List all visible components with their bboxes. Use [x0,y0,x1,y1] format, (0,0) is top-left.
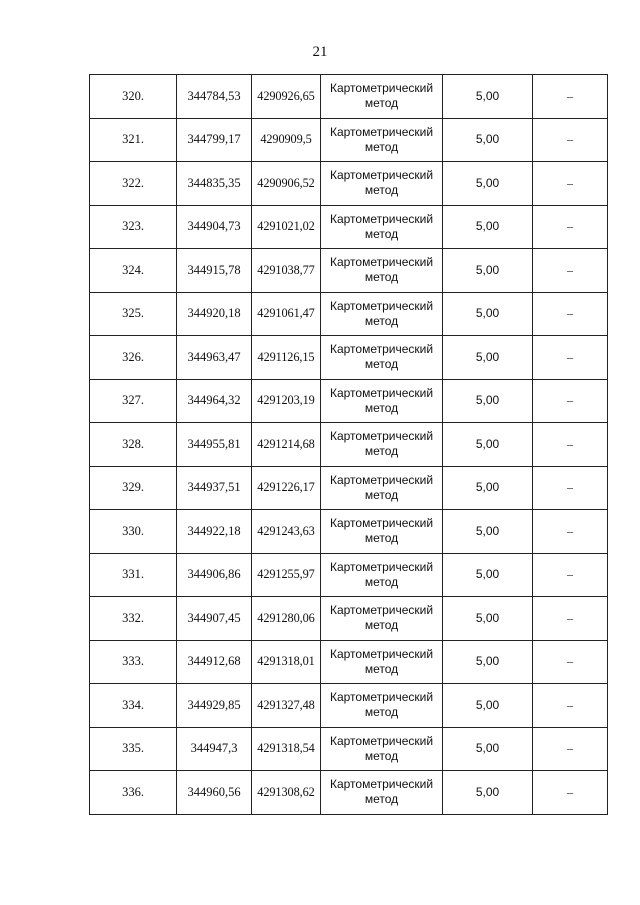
method-line-1: Картометрический [329,342,434,357]
point-number-cell: 327. [90,379,177,423]
y-coordinate-cell: 4291280,06 [252,597,321,641]
method-cell [321,292,443,336]
table-row [90,75,608,119]
point-number-cell: 334. [90,684,177,728]
x-coordinate-cell: 344964,32 [177,379,252,423]
x-coordinate-cell: 344929,85 [177,684,252,728]
y-coordinate-cell: 4291021,02 [252,205,321,249]
x-coordinate-cell: 344784,53 [177,75,252,119]
method-line-1: Картометрический [329,777,434,792]
method-line-2: метод [364,357,399,372]
point-number-cell: 330. [90,510,177,554]
table-row [90,292,608,336]
point-number-cell: 324. [90,249,177,293]
x-coordinate-cell: 344835,35 [177,162,252,206]
y-coordinate-cell: 4291327,48 [252,684,321,728]
dash-cell: – [533,162,608,206]
point-number-cell: 335. [90,727,177,771]
table-row [90,510,608,554]
table-row [90,597,608,641]
accuracy-cell: 5,00 [443,205,533,249]
accuracy-cell: 5,00 [443,684,533,728]
method-cell [321,640,443,684]
x-coordinate-cell: 344955,81 [177,423,252,467]
y-coordinate-cell: 4291226,17 [252,466,321,510]
y-coordinate-cell: 4291214,68 [252,423,321,467]
method-line-2: метод [364,270,399,285]
accuracy-cell: 5,00 [443,379,533,423]
y-coordinate-cell: 4291203,19 [252,379,321,423]
point-number-cell: 321. [90,118,177,162]
x-coordinate-cell: 344912,68 [177,640,252,684]
method-line-2: метод [364,705,399,720]
point-number-cell: 333. [90,640,177,684]
point-number-cell: 329. [90,466,177,510]
method-line-2: метод [364,444,399,459]
point-number-cell: 320. [90,75,177,119]
point-number-cell: 328. [90,423,177,467]
dash-cell: – [533,249,608,293]
method-line-1: Картометрический [329,81,434,96]
page-number: 21 [312,44,328,60]
method-line-1: Картометрический [329,646,434,661]
x-coordinate-cell: 344920,18 [177,292,252,336]
method-line-1: Картометрический [329,429,434,444]
y-coordinate-cell: 4291061,47 [252,292,321,336]
dash-cell: – [533,205,608,249]
method-line-1: Картометрический [329,733,434,748]
dash-cell: – [533,466,608,510]
dash-cell: – [533,640,608,684]
table-row [90,118,608,162]
method-line-2: метод [364,748,399,763]
table-row [90,466,608,510]
table-row [90,684,608,728]
method-cell [321,379,443,423]
table-row [90,162,608,206]
method-line-2: метод [364,574,399,589]
table-row [90,640,608,684]
method-line-2: метод [364,792,399,807]
dash-cell: – [533,684,608,728]
accuracy-cell: 5,00 [443,118,533,162]
x-coordinate-cell: 344904,73 [177,205,252,249]
point-number-cell: 331. [90,553,177,597]
dash-cell: – [533,423,608,467]
method-line-1: Картометрический [329,516,434,531]
dash-cell: – [533,553,608,597]
dash-cell: – [533,771,608,815]
method-cell [321,118,443,162]
y-coordinate-cell: 4290909,5 [252,118,321,162]
coordinates-table-body [90,75,608,815]
point-number-cell: 323. [90,205,177,249]
method-line-1: Картометрический [329,559,434,574]
y-coordinate-cell: 4290906,52 [252,162,321,206]
method-cell [321,205,443,249]
accuracy-cell: 5,00 [443,162,533,206]
table-row [90,771,608,815]
accuracy-cell: 5,00 [443,640,533,684]
point-number-cell: 322. [90,162,177,206]
accuracy-cell: 5,00 [443,771,533,815]
method-line-2: метод [364,96,399,111]
method-cell [321,727,443,771]
coordinates-table [89,74,608,815]
accuracy-cell: 5,00 [443,727,533,771]
y-coordinate-cell: 4291318,01 [252,640,321,684]
table-row [90,727,608,771]
accuracy-cell: 5,00 [443,292,533,336]
method-cell [321,510,443,554]
accuracy-cell: 5,00 [443,75,533,119]
y-coordinate-cell: 4291255,97 [252,553,321,597]
x-coordinate-cell: 344922,18 [177,510,252,554]
table-row [90,423,608,467]
method-line-2: метод [364,661,399,676]
accuracy-cell: 5,00 [443,553,533,597]
accuracy-cell: 5,00 [443,249,533,293]
dash-cell: – [533,510,608,554]
x-coordinate-cell: 344963,47 [177,336,252,380]
method-cell [321,249,443,293]
method-line-1: Картометрический [329,298,434,313]
method-line-2: метод [364,618,399,633]
x-coordinate-cell: 344960,56 [177,771,252,815]
method-cell [321,466,443,510]
method-line-1: Картометрический [329,385,434,400]
accuracy-cell: 5,00 [443,510,533,554]
table-row [90,249,608,293]
method-line-2: метод [364,487,399,502]
method-cell [321,75,443,119]
x-coordinate-cell: 344947,3 [177,727,252,771]
method-cell [321,423,443,467]
table-row [90,379,608,423]
table-row [90,553,608,597]
x-coordinate-cell: 344915,78 [177,249,252,293]
method-line-1: Картометрический [329,124,434,139]
method-line-2: метод [364,183,399,198]
dash-cell: – [533,727,608,771]
method-line-1: Картометрический [329,168,434,183]
method-line-2: метод [364,531,399,546]
dash-cell: – [533,75,608,119]
method-line-1: Картометрический [329,472,434,487]
x-coordinate-cell: 344906,86 [177,553,252,597]
point-number-cell: 326. [90,336,177,380]
y-coordinate-cell: 4291038,77 [252,249,321,293]
table-row [90,336,608,380]
dash-cell: – [533,379,608,423]
method-line-2: метод [364,400,399,415]
point-number-cell: 325. [90,292,177,336]
method-line-1: Картометрический [329,603,434,618]
method-cell [321,162,443,206]
method-cell [321,771,443,815]
method-cell [321,553,443,597]
y-coordinate-cell: 4291318,54 [252,727,321,771]
method-line-1: Картометрический [329,211,434,226]
x-coordinate-cell: 344937,51 [177,466,252,510]
accuracy-cell: 5,00 [443,597,533,641]
method-cell [321,336,443,380]
y-coordinate-cell: 4291243,63 [252,510,321,554]
dash-cell: – [533,597,608,641]
method-cell [321,597,443,641]
method-line-1: Картометрический [329,690,434,705]
point-number-cell: 336. [90,771,177,815]
dash-cell: – [533,336,608,380]
x-coordinate-cell: 344799,17 [177,118,252,162]
method-line-1: Картометрический [329,255,434,270]
method-line-2: метод [364,226,399,241]
y-coordinate-cell: 4290926,65 [252,75,321,119]
method-line-2: метод [364,313,399,328]
accuracy-cell: 5,00 [443,423,533,467]
y-coordinate-cell: 4291126,15 [252,336,321,380]
point-number-cell: 332. [90,597,177,641]
dash-cell: – [533,118,608,162]
accuracy-cell: 5,00 [443,336,533,380]
accuracy-cell: 5,00 [443,466,533,510]
dash-cell: – [533,292,608,336]
method-line-2: метод [364,139,399,154]
table-row [90,205,608,249]
method-cell [321,684,443,728]
x-coordinate-cell: 344907,45 [177,597,252,641]
y-coordinate-cell: 4291308,62 [252,771,321,815]
